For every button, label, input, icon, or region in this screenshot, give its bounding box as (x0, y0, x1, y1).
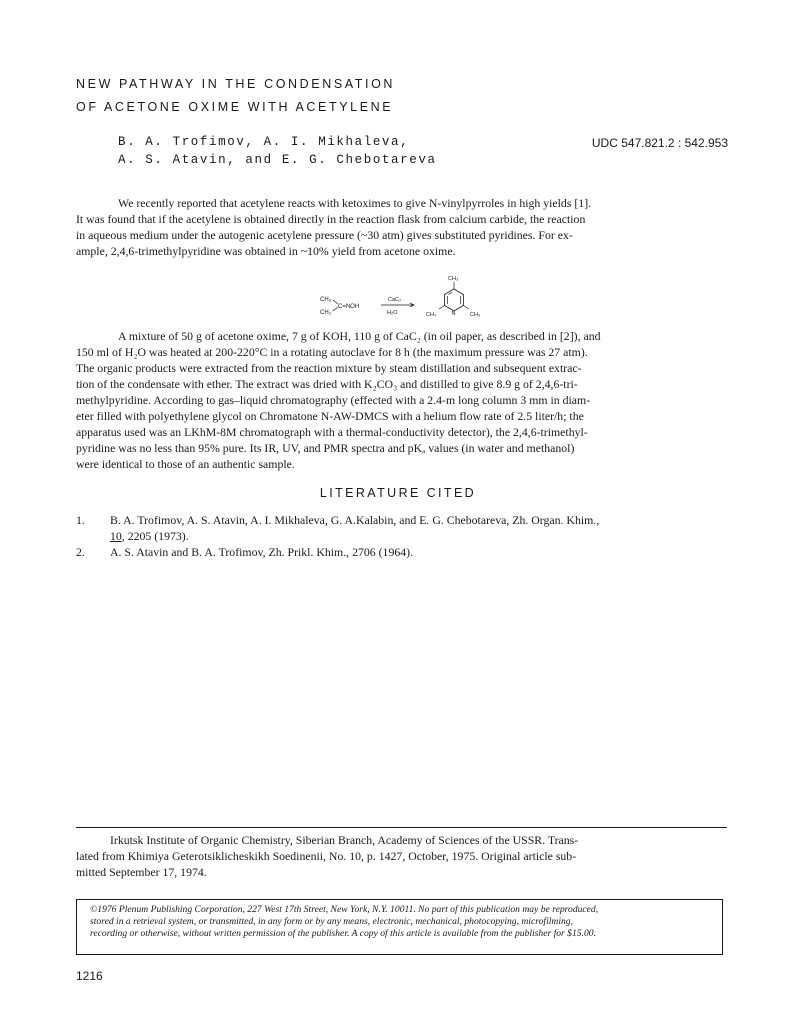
intro-line: It was found that if the acetylene is obtained directly in the reaction flask from calcium carbide, the reaction (76, 212, 586, 226)
title-line-2: OF ACETONE OXIME WITH ACETYLENE (76, 100, 394, 114)
experimental-line: A mixture of 50 g of acetone oxime, 7 g of KOH, 110 g of CaC₂ (in oil paper, as described in [2]), and (118, 329, 601, 343)
footnote-rule (76, 827, 727, 828)
literature-heading: LITERATURE CITED (319, 486, 477, 500)
product-methyl-top: CH₃ (448, 276, 459, 282)
authors-line-1: B. A. Trofimov, A. I. Mikhaleva, (118, 135, 410, 149)
reference-text: A. S. Atavin and B. A. Trofimov, Zh. Prikl. Khim., 2706 (1964). (110, 545, 414, 559)
reactant-oxime-group: C=NOH (338, 304, 360, 310)
experimental-line: pyridine was no less than 95% pure. Its IR, UV, and PMR spectra and pKₐ values (in water and methanol) (76, 441, 575, 455)
page-number: 1216 (76, 969, 103, 983)
intro-line: We recently reported that acetylene reacts with ketoximes to give N-vinylpyrroles in high yields [1]. (118, 196, 592, 210)
reagent-bottom: H₂O (387, 310, 398, 316)
product-nitrogen: N (451, 311, 456, 317)
experimental-line: eter filled with polyethylene glycol on Chromatone N-AW-DMCS with a helium flow rate of 2.5 liter/h; the (76, 409, 584, 423)
reactant-methyl-1: CH₃ (320, 297, 332, 303)
copyright-line: recording or otherwise, without written permission of the publisher. A copy of this article is available from the publisher for $15.00. (90, 927, 596, 939)
affiliation-note (76, 832, 727, 880)
copyright-line: ©1976 Plenum Publishing Corporation, 227 West 17th Street, New York, N.Y. 10011. No part of this publication may be reproduced, (90, 904, 599, 915)
experimental-line: tion of the condensate with ether. The extract was dried with K₂CO₃ and distilled to give 8.9 g of 2,4,6-tri- (76, 377, 578, 391)
reference-number: 1. (76, 513, 85, 527)
intro-line: in aqueous medium under the autogenic acetylene pressure (~30 atm) gives substituted pyridines. For ex- (76, 228, 573, 242)
reference-volume: 10 (110, 529, 122, 543)
reagent-top: CaC₂ (388, 297, 402, 303)
udc-code: UDC 547.821.2 : 542.953 (591, 136, 728, 150)
product-methyl-left: CH₃ (426, 312, 437, 318)
reference-text: B. A. Trofimov, A. S. Atavin, A. I. Mikhaleva, G. A.Kalabin, and E. G. Chebotareva, Zh. Organ. Khim., (110, 513, 600, 527)
authors-line-2: A. S. Atavin, and E. G. Chebotareva (118, 153, 437, 167)
experimental-line: were identical to those of an authentic sample. (76, 457, 295, 471)
reference-pages: , 2205 (1973). (121, 529, 189, 543)
experimental-line: methylpyridine. According to gas–liquid chromatography (effected with a 2.4-m long column 3 mm in diam- (76, 393, 591, 407)
copyright-line: stored in a retrieval system, or transmitted, in any form or by any means, electronic, mechanical, photocopying, microfilming, (90, 915, 573, 927)
intro-line: ample, 2,4,6-trimethylpyridine was obtained in ~10% yield from acetone oxime. (76, 244, 456, 258)
reference-number: 2. (76, 545, 85, 559)
reference-text-cont (110, 528, 189, 544)
experimental-line: apparatus used was an LKhM-8M chromatograph with a thermal-conductivity detector), the 2,4,6-trimethyl- (76, 425, 588, 439)
experimental-line: 150 ml of H₂O was heated at 200-220°C in a rotating autoclave for 8 h (the maximum pressure was 27 atm). (76, 345, 588, 359)
affiliation-line: lated from Khimiya Geterotsiklicheskikh Soedinenii, No. 10, p. 1427, October, 1975. Original article sub- (76, 849, 577, 863)
reactant-methyl-2: CH₃ (320, 310, 332, 316)
reference-2 (0, 544, 796, 564)
pyridine-ring (439, 282, 469, 311)
affiliation-line: Irkutsk Institute of Organic Chemistry, Siberian Branch, Academy of Sciences of the USSR. Trans- (110, 833, 579, 847)
copyright-notice (90, 904, 710, 939)
title-line-1: NEW PATHWAY IN THE CONDENSATION (76, 77, 396, 91)
affiliation-line: mitted September 17, 1974. (76, 865, 207, 879)
product-methyl-right: CH₃ (470, 312, 481, 318)
reaction-scheme (318, 270, 508, 322)
experimental-paragraph (76, 328, 720, 472)
experimental-line: The organic products were extracted from the reaction mixture by steam distillation and subsequent extrac- (76, 361, 582, 375)
intro-paragraph (76, 195, 720, 259)
